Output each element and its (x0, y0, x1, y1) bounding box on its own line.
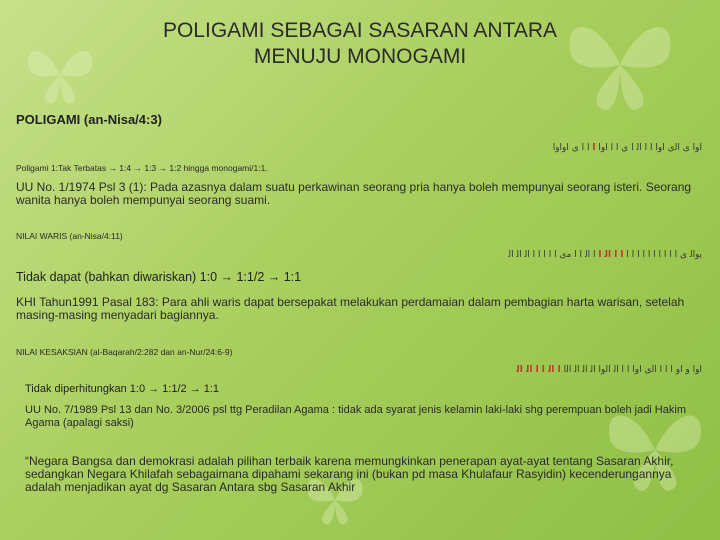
waris-note: Tidak dapat (bahkan diwariskan) 1:0 → 1:1/2 → 1:1 (16, 270, 302, 284)
waris-verse (508, 250, 702, 260)
waris-verse-tail: ﺍ ﺍﻟ ﺍ ﺍ ﻣﻯ ﺍ ﺍ ﺍ ﺍ ﺍ ﺍﻟ ﺍﻟ ﺍﻟ (508, 250, 596, 260)
title-line-2: MENUJU MONOGAMI (253, 45, 467, 68)
title-line-1: POLIGAMI SEBAGAI SASARAN ANTARA (162, 19, 558, 42)
kesaksian-verse-mark: ﺍ ﺍﻟ ﺍ ﺍ ﺍﻟ ﺍﻟ (516, 365, 561, 375)
waris-verse-text: ﻳﻭﺍﻟ ﻯ ﺍ ﺍ ﺍ ﺍ ﺍ ﺍ ﺍ ﺍ ﺍ ﺍ (626, 250, 702, 260)
poligami-verse-text: ﺍﻭﺍ ﻯ ﺍﻟﻯ ﺍﻭﺍ ﺍ ﺍ ﺍﻟ ﺍ ﻯ ﺍ ﺍ ﺍﻭﺍ (598, 143, 702, 153)
uu-1989-text: UU No. 7/1989 Psl 13 dan No. 3/2006 psl ttg Peradilan Agama : tidak ada syarat jenis kelamin laki-laki shg perempuan boleh jadi Hakim Agama (apalagi saksi) (25, 404, 686, 429)
khi-text: KHI Tahun1991 Pasal 183: Para ahli waris dapat bersepakat melakukan perdamaian dalam pembagian harta warisan, setelah masing-masing menyadari bagiannya. (16, 295, 685, 322)
poligami-verse-mark: ﺍ (592, 143, 596, 153)
kesaksian-note: Tidak diperhitungkan 1:0 → 1:1/2 → 1:1 (25, 383, 220, 395)
waris-heading: NILAI WARIS (an-Nisa/4:11) (16, 231, 123, 241)
poligami-verse-tail: ﺍ ﺍ ﻯ ﺍﻭﺍﻭﺍ (552, 143, 590, 153)
closing-quote: “Negara Bangsa dan demokrasi adalah pilihan terbaik karena memungkinkan penerapan ayat-ayat tentang Sasaran Akhir, sedangkan Negara Khilafah sebagaimana dipahami sekarang ini (bukan pd masa Khulafaur Rasyidin) kecenderungannya adalah menjadikan ayat dg Sasaran Antara sbg Sasaran Akhir (25, 454, 674, 494)
kesaksian-verse-text: ﺍﻭﺍ ﻭ ﺍﻭ ﺍ ﺍ ﺍ ﺍﻟﻯ ﺍﻭﺍ ﺍ ﺍ ﺍﻟ ﺍﻟﻭﺍ ﺍﻟ ﺍﻟ ﺍﻟ ﺍﻟﺍ (563, 365, 702, 375)
waris-verse-mark: ﺍ ﺍ ﺍﻟ ﺍ (598, 250, 624, 260)
kesaksian-verse (516, 365, 702, 375)
kesaksian-heading: NILAI KESAKSIAN (al-Baqarah/2:282 dan an-Nur/24:6-9) (16, 347, 233, 357)
uu-1974-text: UU No. 1/1974 Psl 3 (1): Pada azasnya dalam suatu perkawinan seorang pria hanya boleh mempunyai seorang isteri. Seorang wanita hanya boleh mempunyai seorang suami. (16, 180, 692, 207)
poligami-verse (553, 143, 702, 153)
poligami-heading: POLIGAMI (an-Nisa/4:3) (16, 112, 162, 127)
page-title (0, 18, 720, 70)
poligami-note: Poligami 1:Tak Terbatas → 1:4 → 1:3 → 1:2 hingga monogami/1:1. (16, 163, 268, 173)
